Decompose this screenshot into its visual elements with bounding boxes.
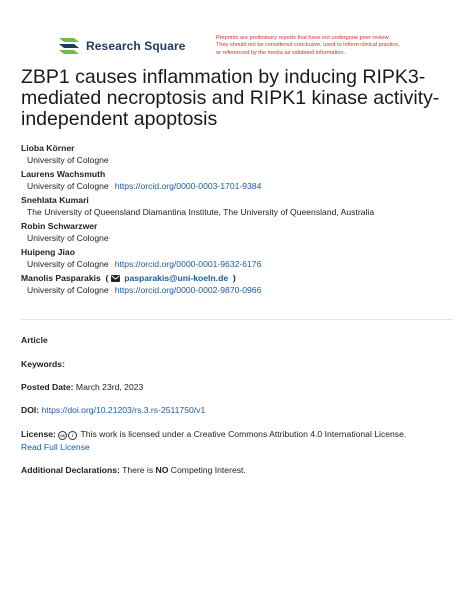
by-icon: i bbox=[68, 431, 77, 440]
author-affiliation-row bbox=[21, 206, 461, 220]
author-name: Robin Schwarzwer bbox=[21, 220, 98, 231]
doi-link[interactable]: https://doi.org/10.21203/rs.3.rs-2511750/v1 bbox=[41, 405, 206, 415]
logo-text: Research Square bbox=[86, 39, 186, 53]
author-affiliation-row bbox=[21, 284, 461, 298]
author-entry bbox=[21, 272, 461, 298]
author-entry bbox=[21, 220, 461, 246]
title-line: mediated necroptosis and RIPK1 kinase activity- bbox=[21, 87, 440, 109]
author-affiliation: University of Cologne bbox=[27, 155, 109, 166]
author-entry bbox=[21, 194, 461, 220]
author-affiliation-row bbox=[21, 180, 461, 194]
author-affiliation-row bbox=[21, 232, 461, 246]
research-square-logo[interactable] bbox=[57, 36, 186, 56]
read-license-row bbox=[21, 442, 461, 453]
author-entry bbox=[21, 168, 461, 194]
license-text: This work is licensed under a Creative Commons Attribution 4.0 International License. bbox=[80, 429, 407, 439]
disclaimer-line: or referenced by the media as validated information. bbox=[216, 49, 346, 56]
disclaimer-line: They should not be considered conclusive, used to inform clinical practice, bbox=[216, 42, 400, 49]
author-name: Lioba Körner bbox=[21, 143, 75, 153]
posted-date-row bbox=[21, 382, 461, 393]
header bbox=[0, 0, 474, 66]
author-affiliation: University of Cologne bbox=[27, 233, 109, 244]
declarations-label: Additional Declarations: bbox=[21, 465, 120, 475]
author-affiliation: University of Cologne bbox=[27, 285, 109, 296]
author-affiliation: University of Cologne bbox=[27, 181, 109, 192]
section-divider bbox=[21, 319, 453, 320]
title-line: independent apoptosis bbox=[21, 108, 218, 130]
paren-open: ( bbox=[103, 272, 109, 283]
orcid-link[interactable]: https://orcid.org/0000-0001-9632-6176 bbox=[114, 259, 262, 270]
author-list bbox=[21, 142, 461, 298]
declarations-text-after: Competing Interest. bbox=[170, 465, 246, 475]
research-square-logo-icon bbox=[57, 36, 81, 56]
declarations-emphasis: NO bbox=[155, 465, 169, 475]
author-name: Huipeng Jiao bbox=[21, 246, 75, 257]
article-type-label: Article bbox=[21, 335, 48, 345]
author-affiliation: The University of Queensland Diamantina Institute, The University of Queensland, Australia bbox=[27, 207, 375, 218]
doi-label: DOI: bbox=[21, 405, 40, 415]
license-row bbox=[21, 429, 461, 440]
author-name-row bbox=[21, 272, 461, 284]
author-entry bbox=[21, 246, 461, 272]
author-entry bbox=[21, 142, 461, 168]
license-label: License: bbox=[21, 429, 56, 439]
keywords-row bbox=[21, 359, 461, 370]
author-affiliation-row bbox=[21, 154, 461, 168]
cc-icon: cc bbox=[60, 433, 66, 438]
paper-title bbox=[21, 67, 461, 130]
declarations-text-before: There is bbox=[122, 465, 154, 475]
article-type bbox=[21, 335, 461, 346]
preprint-disclaimer bbox=[216, 35, 456, 57]
mail-icon bbox=[111, 275, 120, 282]
read-full-license-link[interactable]: Read Full License bbox=[21, 442, 90, 452]
orcid-link[interactable]: https://orcid.org/0000-0003-1701-9384 bbox=[114, 181, 262, 192]
posted-date-value: March 23rd, 2023 bbox=[75, 382, 144, 392]
declarations-row bbox=[21, 465, 461, 476]
author-name: Manolis Pasparakis bbox=[21, 272, 101, 283]
paren-close: ) bbox=[230, 272, 236, 283]
disclaimer-line: Preprints are preliminary reports that have not undergone peer review. bbox=[216, 35, 390, 41]
doi-row bbox=[21, 405, 461, 416]
author-email-link[interactable]: pasparakis@uni-koeln.de bbox=[124, 272, 229, 283]
author-name: Laurens Wachsmuth bbox=[21, 168, 106, 179]
keywords-label: Keywords: bbox=[21, 359, 65, 369]
title-line: ZBP1 causes inflammation by inducing RIPK3- bbox=[21, 66, 426, 88]
author-affiliation-row bbox=[21, 258, 461, 272]
posted-date-label: Posted Date: bbox=[21, 382, 74, 392]
author-name: Snehlata Kumari bbox=[21, 194, 89, 205]
author-affiliation: University of Cologne bbox=[27, 259, 109, 270]
orcid-link[interactable]: https://orcid.org/0000-0002-9870-0966 bbox=[114, 285, 262, 296]
